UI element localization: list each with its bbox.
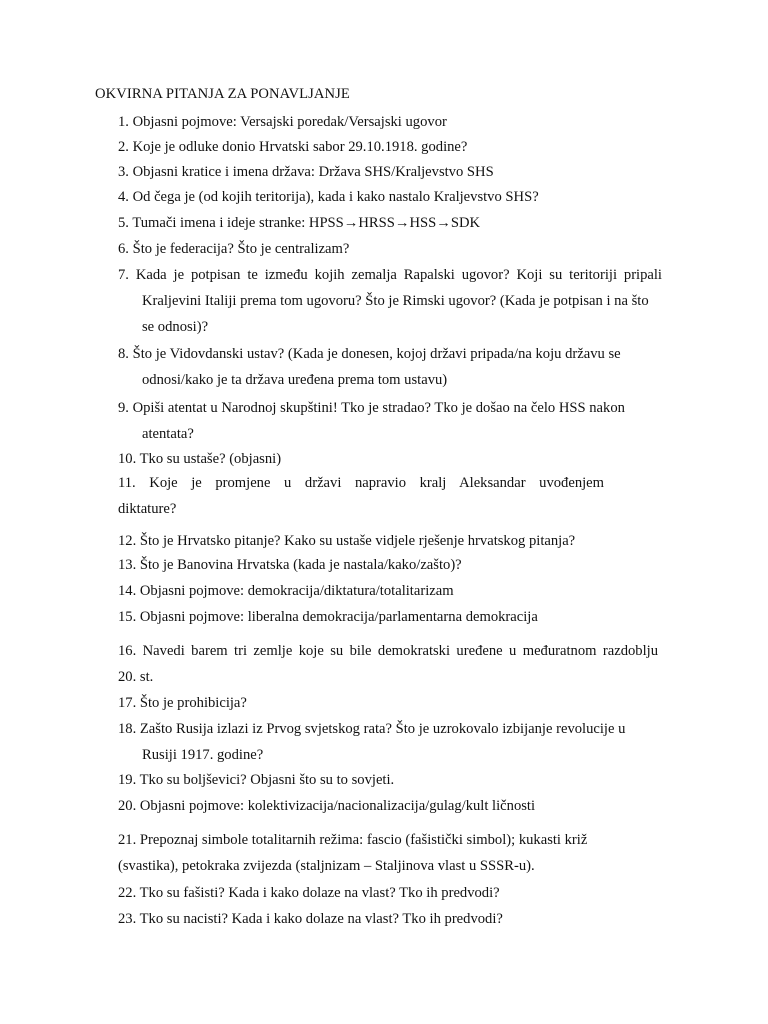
question-line: odnosi/kako je ta država uređena prema tom ustavu) [142,372,448,388]
question-16 [118,638,658,690]
question-line: 14. Objasni pojmove: demokracija/diktatura/totalitarizam [118,583,454,599]
question-line: 3. Objasni kratice i imena država: Država SHS/Kraljevstvo SHS [118,164,494,180]
question-line: se odnosi)? [142,319,209,335]
question-8 [118,341,621,393]
question-line: 11. Koje je promjene u državi napravio kralj Aleksandar uvođenjem [118,475,604,491]
question-5 [118,210,480,236]
question-line: 20. Objasni pojmove: kolektivizacija/nacionalizacija/gulag/kult ličnosti [118,798,536,814]
question-1 [118,109,447,135]
question-line: 21. Prepoznaj simbole totalitarnih režima: fascio (fašistički simbol); kukasti križ [118,832,588,848]
question-line: 5. Tumači imena i ideje stranke: HPSS→HRSS→HSS→SDK [118,215,481,231]
question-line: 6. Što je federacija? Što je centralizam? [118,241,350,257]
question-line: 17. Što je prohibicija? [118,695,247,711]
question-22 [118,880,500,906]
question-13 [118,552,462,578]
question-11 [118,470,604,522]
question-14 [118,578,454,604]
question-10 [118,446,281,472]
question-line: 8. Što je Vidovdanski ustav? (Kada je donesen, kojoj državi pripada/na koju državu se [118,346,621,362]
question-line: 16. Navedi barem tri zemlje koje su bile demokratski uređene u međuratnom razdoblju [118,643,658,659]
question-18 [118,716,625,768]
question-line: 10. Tko su ustaše? (objasni) [118,451,282,467]
page-title: OKVIRNA PITANJA ZA PONAVLJANJE [95,86,350,102]
question-line: 4. Od čega je (od kojih teritorija), kada i kako nastalo Kraljevstvo SHS? [118,189,539,205]
question-2 [118,134,467,160]
question-line: Rusiji 1917. godine? [142,747,264,763]
question-line: 13. Što je Banovina Hrvatska (kada je nastala/kako/zašto)? [118,557,462,573]
question-9 [118,395,625,447]
question-21 [118,827,587,879]
question-line: 18. Zašto Rusija izlazi iz Prvog svjetskog rata? Što je uzrokovalo izbijanje revolucije u [118,721,626,737]
question-23 [118,906,503,932]
question-line: Kraljevini Italiji prema tom ugovoru? Što je Rimski ugovor? (Kada je potpisan i na što [142,293,649,309]
question-line: 7. Kada je potpisan te između kojih zemalja Rapalski ugovor? Koji su teritoriji pripali [118,267,662,283]
question-line: 15. Objasni pojmove: liberalna demokracija/parlamentarna demokracija [118,609,538,625]
question-12 [118,528,575,554]
question-line: 2. Koje je odluke donio Hrvatski sabor 29.10.1918. godine? [118,139,468,155]
question-line: diktature? [118,501,177,517]
question-line: 19. Tko su boljševici? Objasni što su to sovjeti. [118,772,395,788]
question-20 [118,793,535,819]
question-line: 9. Opiši atentat u Narodnoj skupštini! Tko je stradao? Tko je došao na čelo HSS nakon [118,400,625,416]
question-19 [118,767,394,793]
question-3 [118,159,494,185]
question-4 [118,184,539,210]
question-6 [118,236,349,262]
question-7 [118,262,662,340]
question-line: 1. Objasni pojmove: Versajski poredak/Versajski ugovor [118,114,447,130]
question-15 [118,604,538,630]
question-line: 12. Što je Hrvatsko pitanje? Kako su ustaše vidjele rješenje hrvatskog pitanja? [118,533,576,549]
question-line: (svastika), petokraka zvijezda (staljnizam – Staljinova vlast u SSSR-u). [118,858,535,874]
question-17 [118,690,247,716]
question-line: atentata? [142,426,194,442]
question-line: 22. Tko su fašisti? Kada i kako dolaze na vlast? Tko ih predvodi? [118,885,500,901]
question-line: 23. Tko su nacisti? Kada i kako dolaze na vlast? Tko ih predvodi? [118,911,503,927]
question-line: 20. st. [118,669,154,685]
